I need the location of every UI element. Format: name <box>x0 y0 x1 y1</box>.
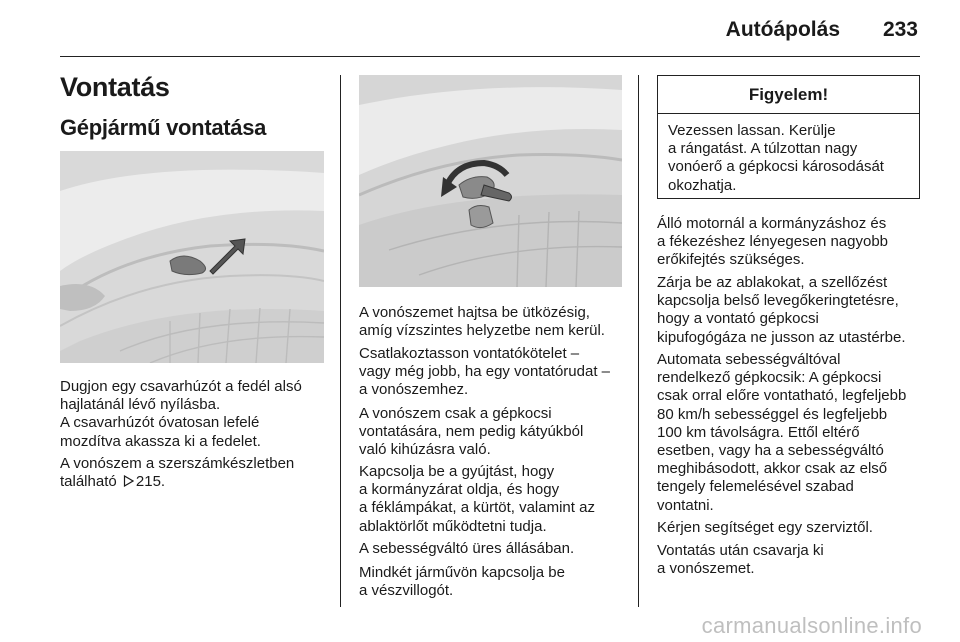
triangle-right-icon <box>123 475 134 487</box>
col3-paragraph-1: Álló motornál a kormányzáshoz és a fékezéshez lényegesen nagyobb erőkifejtés szükséges. <box>657 215 889 269</box>
page-reference-link[interactable]: 215. <box>135 473 166 491</box>
section-heading: Gépjármű vontatása <box>60 115 267 140</box>
col2-paragraph-5: A sebességváltó üres állásában. <box>359 540 575 557</box>
warning-box <box>657 75 920 199</box>
col3-paragraph-2: Zárja be az ablakokat, a szellőzést kapcsolja belső levegőkeringtetésre, hogy a vontató gépkocsi kipufogógáza ne jusson az utastérbe. <box>657 274 906 346</box>
column-divider-1 <box>340 75 341 607</box>
column-divider-2 <box>638 75 639 607</box>
page-header <box>0 0 960 60</box>
header-rule <box>60 56 920 57</box>
col1-paragraph-2 <box>60 455 330 491</box>
col1-paragraph-1: Dugjon egy csavarhúzót a fedél alsó hajlatánál lévő nyílásba. A csavarhúzót óvatosan lefelé mozdítva akassza ki a fedelet. <box>60 378 302 450</box>
col3-paragraph-4: Kérjen segítséget egy szerviztől. <box>657 519 873 536</box>
car-front-bumper-cover-arrow-icon <box>60 151 324 363</box>
section-title: Autóápolás <box>725 18 840 41</box>
col1-paragraph-2-text: A vonószem a szerszámkészletben található <box>60 455 295 491</box>
towing-eye-screw-in-arrow-icon <box>359 75 622 287</box>
warning-title: Figyelem! <box>658 76 919 114</box>
warning-text: Vezessen lassan. Kerülje a rángatást. A túlzottan nagy vonóerő a gépkocsi károsodását okozhatja. <box>668 122 884 194</box>
col3-paragraph-5: Vontatás után csavarja ki a vonószemet. <box>657 542 824 578</box>
page-number: 233 <box>882 18 918 41</box>
col3-paragraph-3: Automata sebességváltóval rendelkező gépkocsik: A gépkocsi csak orral előre vontatható, legfeljebb 80 km/h sebességgel és legfeljebb 100 km távolságra. Ettől eltérő esetben, vagy ha a sebességváltó meghibásodott, akkor csak az első tengely felemelésével szabad vontatni. <box>657 351 907 514</box>
col2-paragraph-4: Kapcsolja be a gyújtást, hogy a kormányzárat oldja, és hogy a féklámpákat, a kürtöt, valamint az ablaktörlőt működtetni tudja. <box>359 463 595 535</box>
watermark: carmanualsonline.info <box>701 613 922 638</box>
col2-paragraph-6: Mindkét járművön kapcsolja be a vészvillogót. <box>359 564 565 600</box>
col2-paragraph-3: A vonószem csak a gépkocsi vontatására, nem pedig kátyúkból való kihúzásra való. <box>359 405 584 459</box>
chapter-heading: Vontatás <box>60 72 170 102</box>
col2-paragraph-2: Csatlakoztasson vontatókötelet – vagy még jobb, ha egy vontatórudat – a vonószemhez. <box>359 345 611 399</box>
figure-bumper-cover <box>60 151 324 363</box>
figure-towing-eye <box>359 75 622 287</box>
col2-paragraph-1: A vonószemet hajtsa be ütközésig, amíg vízszintes helyzetbe nem kerül. <box>359 304 605 340</box>
